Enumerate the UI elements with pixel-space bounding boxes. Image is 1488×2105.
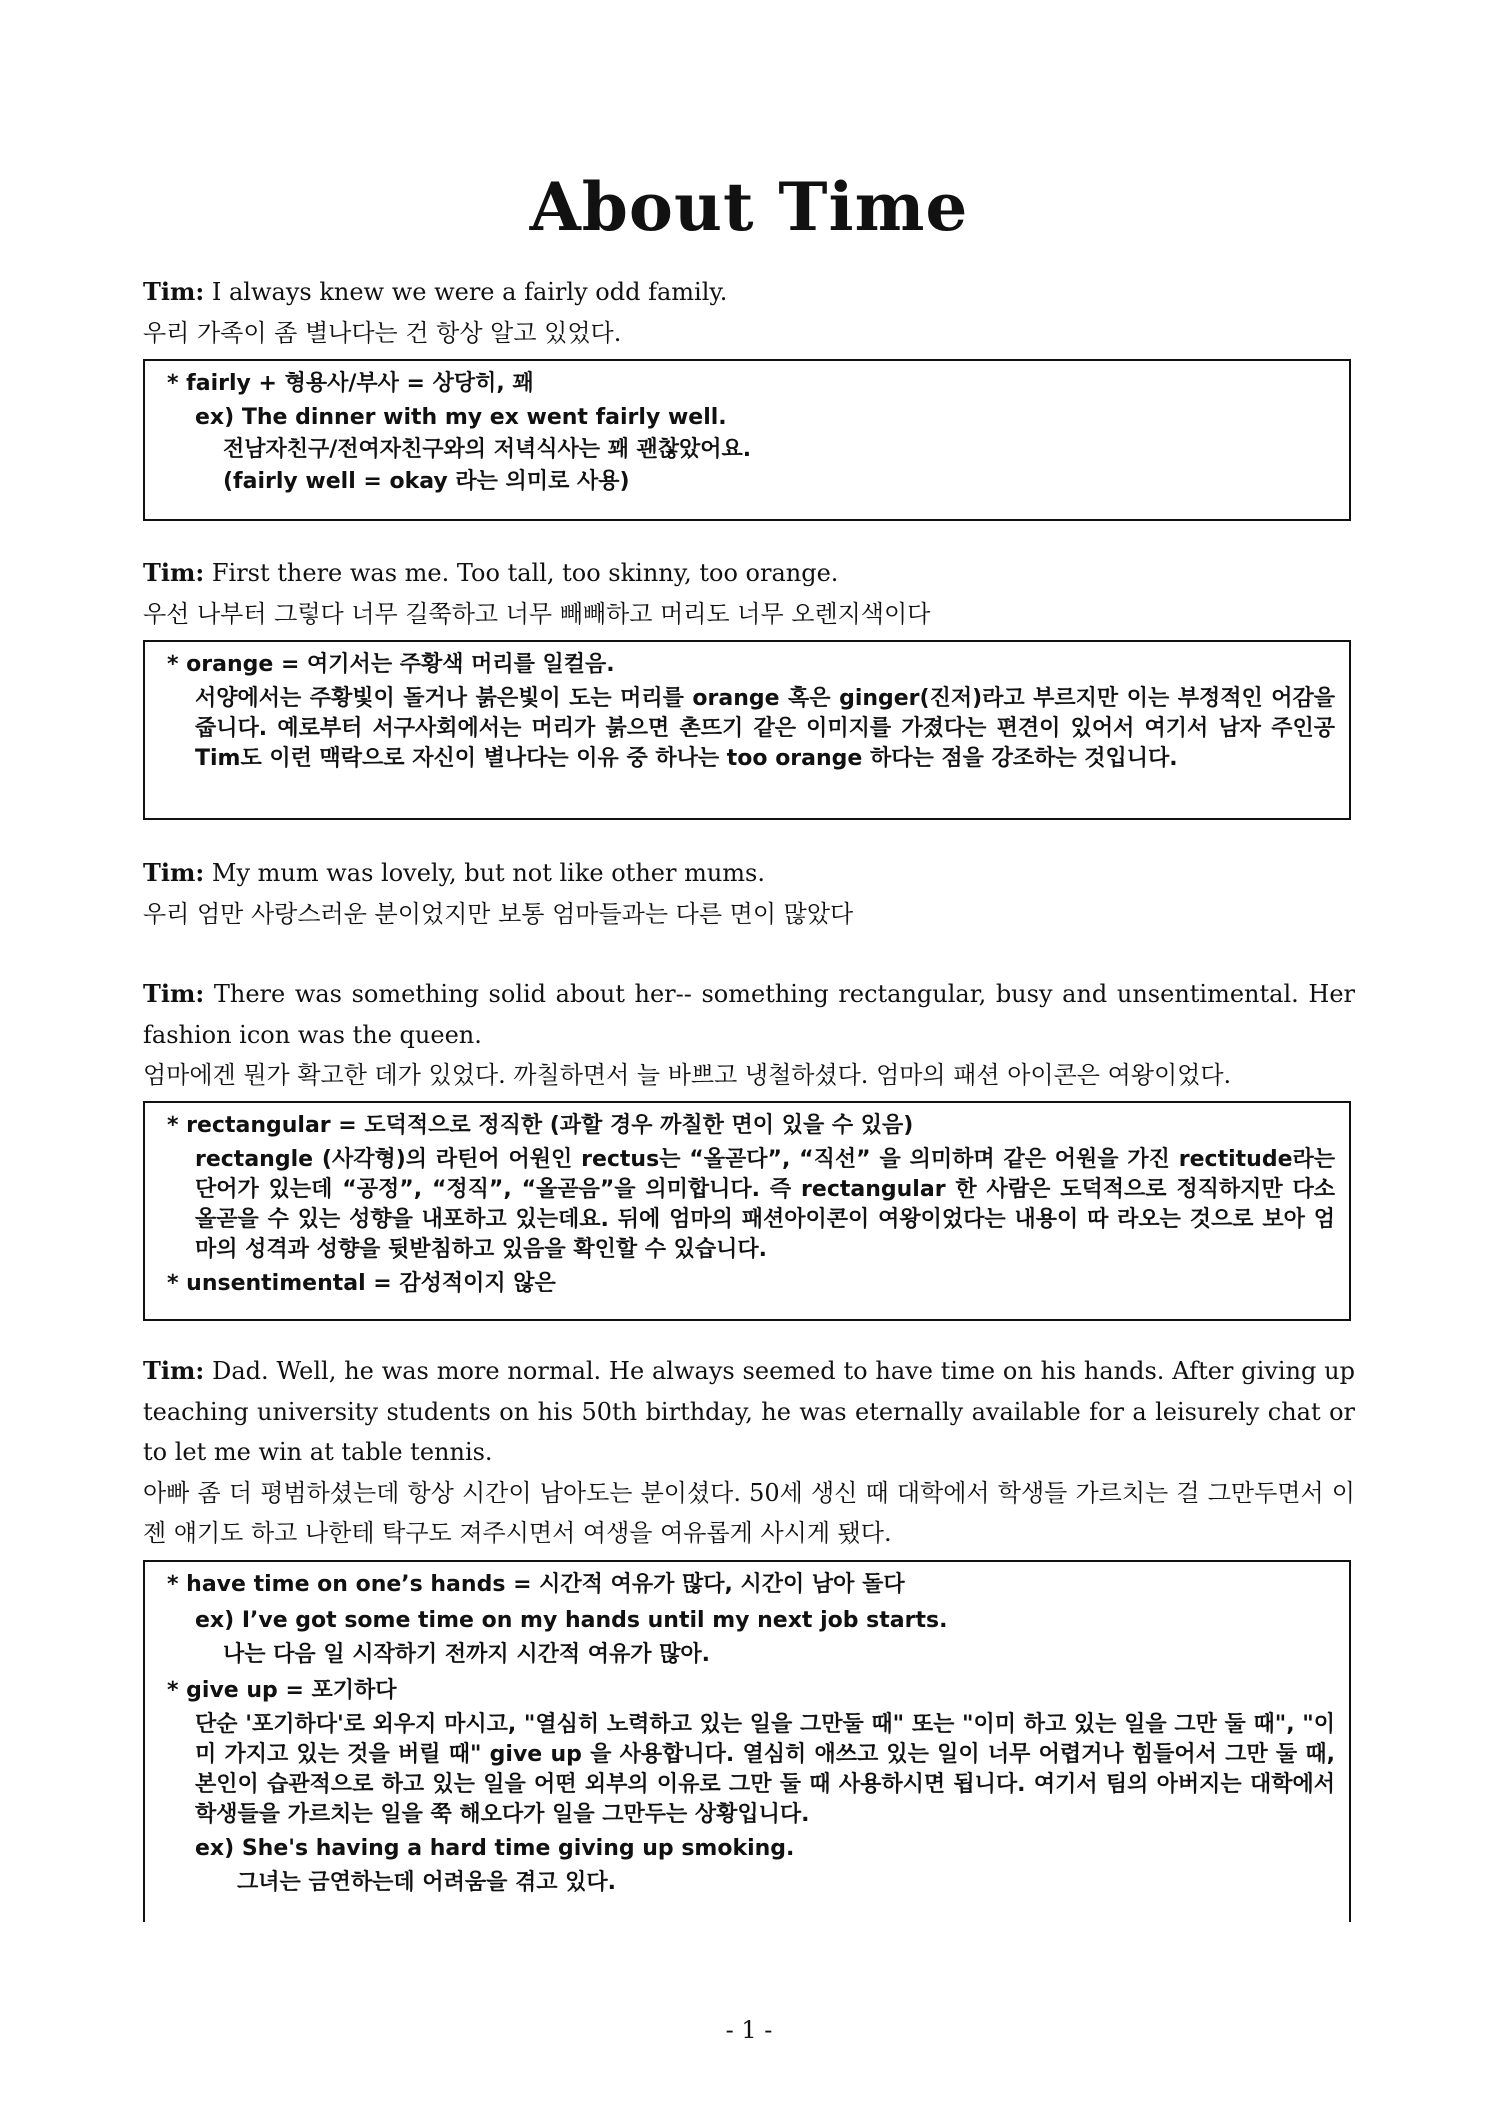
english-line: I always knew we were a fairly odd family.: [211, 278, 728, 306]
page-number: - 1 -: [725, 2016, 773, 2044]
note-example-2-korean: 그녀는 금연하는데 어려움을 겪고 있다.: [237, 1870, 617, 1895]
speaker-label: Tim:: [143, 858, 205, 887]
note-heading: * orange = 여기서는 주황색 머리를 일컬음.: [167, 652, 615, 677]
english-line: My mum was lovely, but not like other mums.: [211, 859, 765, 887]
dialogue-block-4: [143, 974, 1355, 1096]
note-box-have-time: [143, 1560, 1351, 1922]
english-line: First there was me. Too tall, too skinny, too orange.: [211, 559, 839, 587]
dialogue-block-1: [143, 272, 1355, 353]
dialogue-block-5: [143, 1351, 1355, 1554]
note-example-korean: 전남자친구/전여자친구와의 저녁식사는 꽤 괜찮았어요.: [223, 437, 752, 462]
note-heading: * rectangular = 도덕적으로 정직한 (과할 경우 까칠한 면이 있을 수 있음): [167, 1113, 914, 1138]
note-heading-2: * unsentimental = 감성적이지 않은: [167, 1271, 556, 1296]
note-box-fairly: [143, 359, 1351, 521]
note-body: 서양에서는 주황빛이 돌거나 붉은빛이 도는 머리를 orange 혹은 ginger(진저)라고 부르지만 이는 부정적인 어감을 줍니다. 예로부터 서구사회에서는 머리가 붉으면 촌뜨기 같은 이미지를 가졌다는 편견이 있어서 여기서 남자 주인공 Tim도 이런 맥락으로 자신이 별나다는 이유 중 하나는 too orange 하다는 점을 강조하는 것입니다.: [195, 686, 1335, 771]
note-box-orange: [143, 640, 1351, 820]
note-heading: * fairly + 형용사/부사 = 상당히, 꽤: [167, 371, 534, 396]
note-body: rectangle (사각형)의 라틴어 어원인 rectus는 “올곧다”, “직선” 을 의미하며 같은 어원을 가진 rectitude라는 단어가 있는데 “공정”, “정직”, “올곧음”을 의미합니다. 즉 rectangular 한 사람은 도덕적으로 정직하지만 다소 올곧을 수 있는 성향을 내포하고 있는데요. 뒤에 엄마의 패션아이콘이 여왕이었다는 내용이 따 라오는 것으로 보아 엄마의 성격과 성향을 뒷받침하고 있음을 확인할 수 있습니다.: [195, 1147, 1335, 1262]
dialogue-block-3: [143, 853, 1355, 934]
note-box-rectangular: [143, 1101, 1351, 1321]
korean-line: 우선 나부터 그렇다 너무 길쭉하고 너무 빼빼하고 머리도 너무 오렌지색이다: [143, 599, 931, 628]
note-body: 단순 '포기하다'로 외우지 마시고, "열심히 노력하고 있는 일을 그만둘 때" 또는 "이미 하고 있는 일을 그만 둘 때", "이미 가지고 있는 것을 버릴 때" give up 을 사용합니다. 열심히 애쓰고 있는 일이 너무 어렵거나 힘들어서 그만 둘 때, 본인이 습관적으로 하고 있는 일을 어떤 외부의 이유로 그만 둘 때 사용하시면 됩니다. 여기서 팀의 아버지는 대학에서 학생들을 가르치는 일을 쭉 해오다가 일을 그만두는 상황입니다.: [195, 1712, 1335, 1827]
korean-line: 아빠 좀 더 평범하셨는데 항상 시간이 남아도는 분이셨다. 50세 생신 때 대학에서 학생들 가르치는 걸 그만두면서 이젠 얘기도 하고 나한테 탁구도 져주시면서 여생을 여유롭게 사시게 됐다.: [143, 1478, 1355, 1547]
page-title: About Time: [529, 168, 969, 246]
speaker-label: Tim:: [143, 277, 205, 306]
english-line: Dad. Well, he was more normal. He always seemed to have time on his hands. After giving up teaching university students on his 50th birthday, he was eternally available for a leisurely chat or to let me win at table tennis.: [143, 1357, 1355, 1466]
note-heading-2: * give up = 포기하다: [167, 1678, 397, 1703]
note-example: ex) I’ve got some time on my hands until my next job starts.: [195, 1608, 948, 1633]
note-heading: * have time on one’s hands = 시간적 여유가 많다, 시간이 남아 돌다: [167, 1572, 905, 1597]
korean-line: 우리 가족이 좀 별나다는 건 항상 알고 있었다.: [143, 318, 622, 347]
korean-line: 엄마에겐 뭔가 확고한 데가 있었다. 까칠하면서 늘 바쁘고 냉철하셨다. 엄마의 패션 아이콘은 여왕이었다.: [143, 1061, 1232, 1089]
speaker-label: Tim:: [143, 1356, 205, 1385]
speaker-label: Tim:: [143, 558, 205, 587]
dialogue-block-2: [143, 553, 1355, 634]
korean-line: 우리 엄만 사랑스러운 분이었지만 보통 엄마들과는 다른 면이 많았다: [143, 899, 854, 928]
english-line: There was something solid about her-- something rectangular, busy and unsentimental. Her fashion icon was the queen.: [143, 980, 1355, 1049]
note-example-remark: (fairly well = okay 라는 의미로 사용): [223, 469, 630, 494]
note-example-korean: 나는 다음 일 시작하기 전까지 시간적 여유가 많아.: [223, 1642, 711, 1667]
note-example-2: ex) She's having a hard time giving up smoking.: [195, 1836, 795, 1861]
speaker-label: Tim:: [143, 979, 205, 1008]
note-example: ex) The dinner with my ex went fairly well.: [195, 405, 727, 430]
